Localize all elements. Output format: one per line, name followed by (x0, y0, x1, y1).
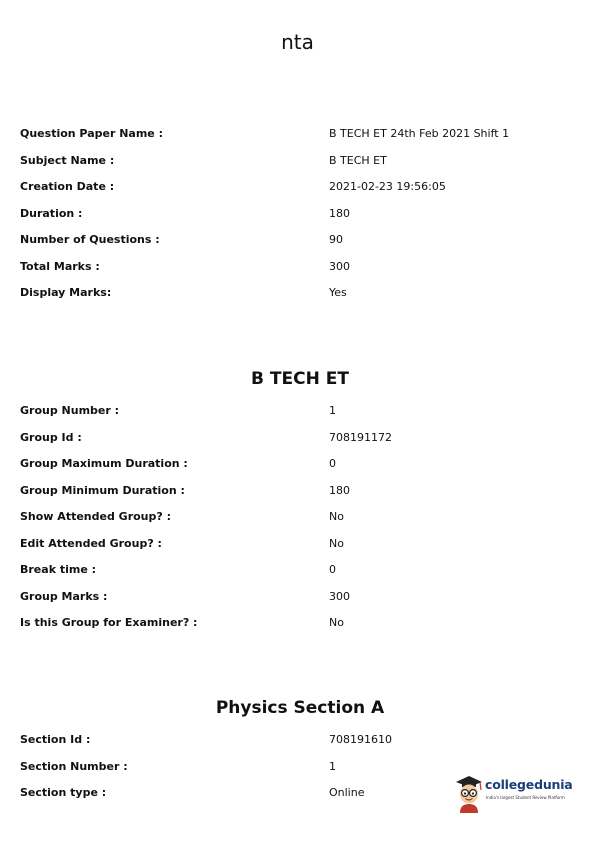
field-label: Creation Date : (20, 180, 115, 193)
logo-tagline: India's largest Student Review Platform (486, 795, 565, 800)
field-label: Group Id : (20, 430, 82, 444)
field-label: Section type : (20, 786, 107, 799)
collegedunia-logo (453, 773, 583, 813)
field-label: Is this Group for Examiner? : (20, 616, 198, 629)
field-value: B TECH ET (329, 153, 387, 167)
table-row (20, 180, 580, 207)
field-label: Total Marks : (20, 259, 100, 273)
field-label: Number of Questions : (20, 233, 160, 246)
field-value: 1 (329, 759, 336, 773)
field-value: 300 (329, 259, 350, 273)
field-value: Online (329, 786, 365, 799)
table-row (20, 510, 580, 537)
field-label: Section Id : (20, 733, 91, 746)
field-label: Group Number : (20, 404, 120, 417)
logo-wordmark: collegedunia (485, 777, 573, 792)
table-row (20, 484, 580, 511)
graduate-mascot-icon (453, 773, 485, 813)
table-row (20, 537, 580, 564)
field-label: Break time : (20, 563, 97, 576)
field-value: B TECH ET 24th Feb 2021 Shift 1 (329, 127, 510, 140)
field-value: 708191172 (329, 430, 392, 444)
table-row (20, 431, 580, 458)
paper-info-table (20, 127, 580, 313)
field-label: Question Paper Name : (20, 127, 163, 140)
table-row (20, 733, 580, 760)
field-value: No (329, 510, 344, 523)
field-value: 0 (329, 563, 336, 576)
table-row (20, 127, 580, 154)
table-row (20, 404, 580, 431)
field-label: Edit Attended Group? : (20, 536, 162, 550)
field-value: Yes (329, 286, 347, 299)
group-info-table (20, 404, 580, 643)
field-value: 180 (329, 206, 350, 220)
section-heading: Physics Section A (215, 698, 385, 718)
table-row (20, 154, 580, 181)
table-row (20, 590, 580, 617)
field-label: Display Marks: (20, 286, 112, 299)
field-value: 90 (329, 233, 343, 246)
field-value: 180 (329, 483, 350, 497)
table-row (20, 616, 580, 643)
field-label: Group Marks : (20, 589, 108, 603)
field-value: 1 (329, 404, 336, 417)
table-row (20, 233, 580, 260)
field-value: 708191610 (329, 733, 392, 746)
field-value: 0 (329, 457, 336, 470)
field-value: 300 (329, 589, 350, 603)
field-value: No (329, 616, 344, 629)
field-label: Group Maximum Duration : (20, 457, 188, 470)
table-row (20, 260, 580, 287)
table-row (20, 563, 580, 590)
table-row (20, 457, 580, 484)
field-label: Show Attended Group? : (20, 510, 171, 523)
field-label: Duration : (20, 206, 83, 220)
field-label: Subject Name : (20, 153, 115, 167)
group-heading: B TECH ET (251, 369, 349, 389)
table-row (20, 286, 580, 313)
field-value: 2021-02-23 19:56:05 (329, 180, 446, 193)
table-row (20, 207, 580, 234)
field-value: No (329, 536, 344, 550)
field-label: Section Number : (20, 759, 128, 773)
document-title: nta (281, 30, 314, 54)
field-label: Group Minimum Duration : (20, 483, 185, 497)
